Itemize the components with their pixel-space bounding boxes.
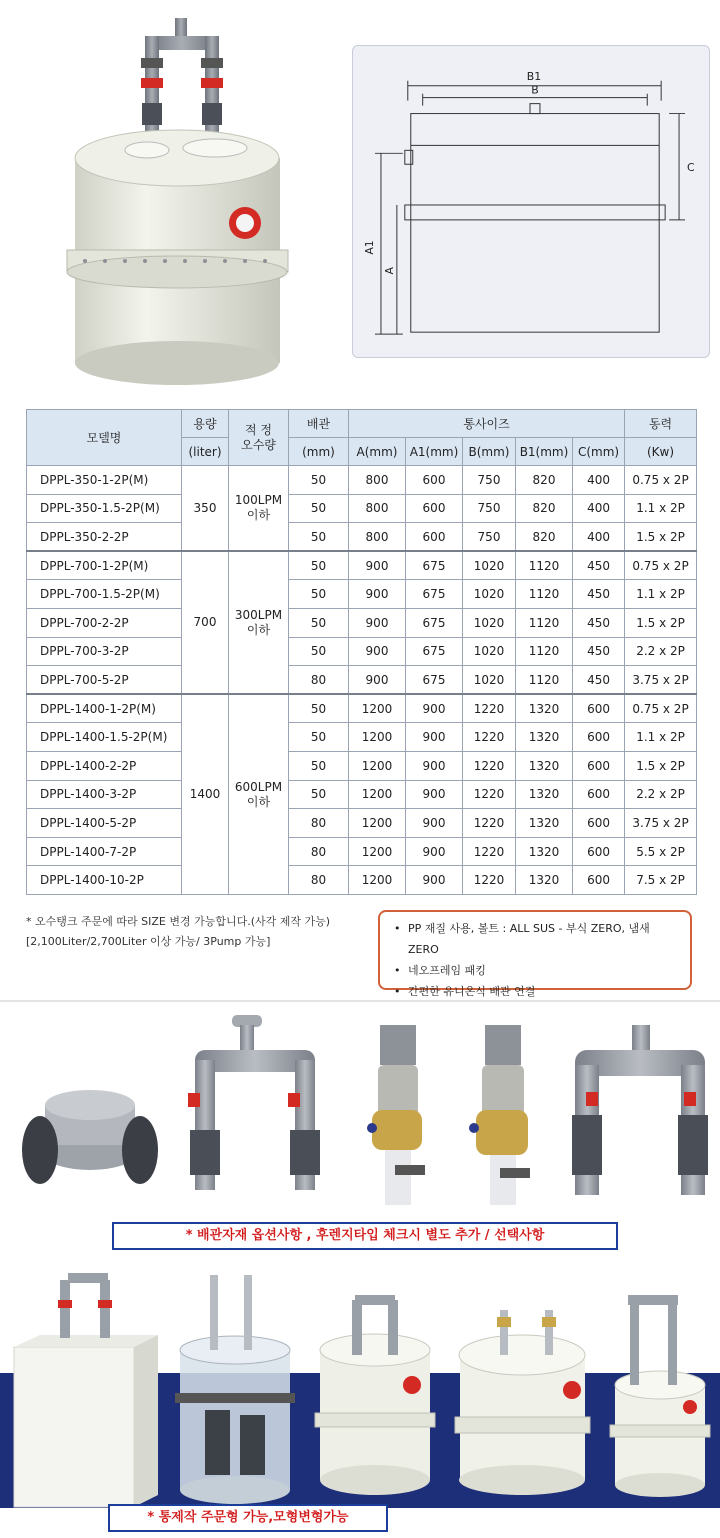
header-capacity: 용량 xyxy=(182,410,229,438)
b1-cell: 820 xyxy=(516,523,573,552)
tank-product-photo xyxy=(55,18,300,393)
pipe-cell: 80 xyxy=(289,837,349,866)
label-b: B xyxy=(531,83,539,97)
pipe-cell: 50 xyxy=(289,466,349,495)
power-cell: 2.2 x 2P xyxy=(625,637,697,666)
table-row xyxy=(27,580,697,609)
a-cell: 900 xyxy=(349,580,406,609)
transparent-tank-photo xyxy=(175,1275,295,1504)
custom-order-caption: * 통제작 주문형 가능,모형변형가능 xyxy=(108,1504,388,1532)
c-cell: 450 xyxy=(573,551,625,580)
c-cell: 400 xyxy=(573,466,625,495)
model-cell: DPPL-350-2-2P xyxy=(27,523,182,552)
c-cell: 450 xyxy=(573,608,625,637)
b1-cell: 1120 xyxy=(516,666,573,695)
a1-cell: 675 xyxy=(406,608,463,637)
a1-cell: 600 xyxy=(406,494,463,523)
pipe-cell: 50 xyxy=(289,694,349,723)
b1-cell: 820 xyxy=(516,466,573,495)
c-cell: 600 xyxy=(573,837,625,866)
c-cell: 600 xyxy=(573,751,625,780)
header-size-group: 통사이즈 xyxy=(349,410,625,438)
header-a1: A1(mm) xyxy=(406,438,463,466)
power-cell: 1.5 x 2P xyxy=(625,608,697,637)
header-capacity-unit: (liter) xyxy=(182,438,229,466)
feature-box xyxy=(378,910,692,998)
header-b1: B1(mm) xyxy=(516,438,573,466)
table-row xyxy=(27,466,697,495)
power-cell: 3.75 x 2P xyxy=(625,809,697,838)
model-cell: DPPL-700-1.5-2P(M) xyxy=(27,580,182,609)
model-cell: DPPL-700-2-2P xyxy=(27,608,182,637)
a-cell: 1200 xyxy=(349,866,406,895)
feature-item: • 네오프레임 패킹 xyxy=(394,960,676,981)
pipe-cell: 50 xyxy=(289,608,349,637)
flow-cell: 100LPM 이하 xyxy=(229,466,289,552)
b1-cell: 820 xyxy=(516,494,573,523)
flow-cell: 600LPM 이하 xyxy=(229,694,289,894)
a-cell: 900 xyxy=(349,608,406,637)
pipe-cell: 50 xyxy=(289,580,349,609)
power-cell: 3.75 x 2P xyxy=(625,666,697,695)
a-cell: 1200 xyxy=(349,780,406,809)
header-pipe-unit: (mm) xyxy=(289,438,349,466)
c-cell: 600 xyxy=(573,866,625,895)
b1-cell: 1120 xyxy=(516,637,573,666)
pipe-cell: 50 xyxy=(289,637,349,666)
ball-valve-photo-1 xyxy=(367,1025,425,1205)
capacity-cell: 350 xyxy=(182,466,229,552)
header-c: C(mm) xyxy=(573,438,625,466)
piping-parts-photos xyxy=(0,1010,720,1215)
table-row xyxy=(27,551,697,580)
table-row xyxy=(27,780,697,809)
c-cell: 450 xyxy=(573,637,625,666)
a-cell: 1200 xyxy=(349,723,406,752)
square-tank-photo xyxy=(14,1273,158,1507)
b1-cell: 1320 xyxy=(516,723,573,752)
model-cell: DPPL-1400-10-2P xyxy=(27,866,182,895)
b-cell: 1220 xyxy=(463,694,516,723)
top-section xyxy=(0,0,720,400)
c-cell: 450 xyxy=(573,666,625,695)
a-cell: 900 xyxy=(349,551,406,580)
a1-cell: 675 xyxy=(406,637,463,666)
b-cell: 750 xyxy=(463,466,516,495)
a1-cell: 900 xyxy=(406,723,463,752)
table-row xyxy=(27,494,697,523)
c-cell: 600 xyxy=(573,723,625,752)
power-cell: 1.5 x 2P xyxy=(625,523,697,552)
b-cell: 1220 xyxy=(463,809,516,838)
c-cell: 600 xyxy=(573,809,625,838)
b1-cell: 1320 xyxy=(516,694,573,723)
pipe-cell: 80 xyxy=(289,666,349,695)
pipe-cell: 80 xyxy=(289,809,349,838)
capacity-cell: 1400 xyxy=(182,694,229,894)
a-cell: 800 xyxy=(349,523,406,552)
power-cell: 1.1 x 2P xyxy=(625,580,697,609)
round-tank-photo-2 xyxy=(455,1310,590,1495)
power-cell: 5.5 x 2P xyxy=(625,837,697,866)
a1-cell: 675 xyxy=(406,666,463,695)
a1-cell: 675 xyxy=(406,580,463,609)
table-row xyxy=(27,666,697,695)
label-b1: B1 xyxy=(526,69,542,83)
b1-cell: 1320 xyxy=(516,780,573,809)
section-divider xyxy=(0,1000,720,1002)
a-cell: 800 xyxy=(349,466,406,495)
header-flow: 적 정 오수량 xyxy=(229,410,289,466)
a1-cell: 900 xyxy=(406,780,463,809)
ball-valve-photo-2 xyxy=(469,1025,530,1205)
b-cell: 1220 xyxy=(463,751,516,780)
table-row xyxy=(27,809,697,838)
c-cell: 600 xyxy=(573,694,625,723)
b1-cell: 1320 xyxy=(516,866,573,895)
a1-cell: 900 xyxy=(406,837,463,866)
c-cell: 450 xyxy=(573,580,625,609)
label-a: A xyxy=(382,267,396,275)
model-cell: DPPL-1400-1.5-2P(M) xyxy=(27,723,182,752)
b-cell: 1220 xyxy=(463,866,516,895)
model-cell: DPPL-1400-1-2P(M) xyxy=(27,694,182,723)
header-power-unit: (Kw) xyxy=(625,438,697,466)
pipe-cell: 80 xyxy=(289,866,349,895)
model-cell: DPPL-1400-5-2P xyxy=(27,809,182,838)
dimension-drawing xyxy=(352,45,710,358)
a-cell: 1200 xyxy=(349,809,406,838)
model-cell: DPPL-700-3-2P xyxy=(27,637,182,666)
a-cell: 900 xyxy=(349,666,406,695)
power-cell: 1.1 x 2P xyxy=(625,494,697,523)
pipe-cell: 50 xyxy=(289,780,349,809)
header-b: B(mm) xyxy=(463,438,516,466)
label-a1: A1 xyxy=(363,240,377,255)
power-cell: 2.2 x 2P xyxy=(625,780,697,809)
pipe-cell: 50 xyxy=(289,523,349,552)
u-pipe-photo-1 xyxy=(188,1015,320,1190)
size-note xyxy=(26,912,330,952)
c-cell: 600 xyxy=(573,780,625,809)
model-cell: DPPL-350-1.5-2P(M) xyxy=(27,494,182,523)
table-row xyxy=(27,608,697,637)
b-cell: 1020 xyxy=(463,580,516,609)
a-cell: 900 xyxy=(349,637,406,666)
u-pipe-photo-2 xyxy=(572,1025,708,1195)
a1-cell: 675 xyxy=(406,551,463,580)
table-row xyxy=(27,523,697,552)
b1-cell: 1320 xyxy=(516,809,573,838)
b-cell: 1220 xyxy=(463,723,516,752)
feature-item: • 간편한 유니온식 배관 연결 xyxy=(394,981,676,1002)
capacity-cell: 700 xyxy=(182,551,229,694)
b1-cell: 1120 xyxy=(516,551,573,580)
table-row xyxy=(27,837,697,866)
b-cell: 1220 xyxy=(463,837,516,866)
check-valve-photo xyxy=(22,1090,158,1184)
a-cell: 1200 xyxy=(349,837,406,866)
model-cell: DPPL-1400-7-2P xyxy=(27,837,182,866)
table-row xyxy=(27,723,697,752)
piping-option-caption: * 배관자재 옵션사항 , 후렌지타입 체크시 별도 추가 / 선택사항 xyxy=(112,1222,618,1250)
a1-cell: 900 xyxy=(406,809,463,838)
model-cell: DPPL-700-5-2P xyxy=(27,666,182,695)
power-cell: 7.5 x 2P xyxy=(625,866,697,895)
power-cell: 1.1 x 2P xyxy=(625,723,697,752)
b-cell: 1020 xyxy=(463,551,516,580)
b-cell: 1020 xyxy=(463,608,516,637)
header-a: A(mm) xyxy=(349,438,406,466)
note-line-2: [2,100Liter/2,700Liter 이상 가능/ 3Pump 가능] xyxy=(26,935,271,948)
header-model: 모델명 xyxy=(27,410,182,466)
spec-table xyxy=(26,409,697,895)
table-row xyxy=(27,637,697,666)
b1-cell: 1120 xyxy=(516,608,573,637)
table-row xyxy=(27,694,697,723)
b1-cell: 1320 xyxy=(516,751,573,780)
table-row xyxy=(27,866,697,895)
model-cell: DPPL-350-1-2P(M) xyxy=(27,466,182,495)
b-cell: 1020 xyxy=(463,637,516,666)
table-row xyxy=(27,751,697,780)
power-cell: 1.5 x 2P xyxy=(625,751,697,780)
a-cell: 1200 xyxy=(349,751,406,780)
a1-cell: 900 xyxy=(406,751,463,780)
spec-table-body xyxy=(27,466,697,895)
b-cell: 1220 xyxy=(463,780,516,809)
b1-cell: 1120 xyxy=(516,580,573,609)
custom-tank-photos xyxy=(0,1265,720,1508)
model-cell: DPPL-1400-2-2P xyxy=(27,751,182,780)
pipe-cell: 50 xyxy=(289,551,349,580)
a1-cell: 900 xyxy=(406,866,463,895)
header-pipe: 배관 xyxy=(289,410,349,438)
flow-cell: 300LPM 이하 xyxy=(229,551,289,694)
label-c: C xyxy=(686,161,695,175)
header-power: 동력 xyxy=(625,410,697,438)
a1-cell: 600 xyxy=(406,466,463,495)
a-cell: 1200 xyxy=(349,694,406,723)
a1-cell: 600 xyxy=(406,523,463,552)
a-cell: 800 xyxy=(349,494,406,523)
model-cell: DPPL-700-1-2P(M) xyxy=(27,551,182,580)
a1-cell: 900 xyxy=(406,694,463,723)
pipe-cell: 50 xyxy=(289,751,349,780)
b-cell: 750 xyxy=(463,523,516,552)
b-cell: 1020 xyxy=(463,666,516,695)
note-line-1: * 오수탱크 주문에 따라 SIZE 변경 가능합니다.(사각 제작 가능) xyxy=(26,915,331,928)
feature-item: • PP 재질 사용, 볼트 : ALL SUS - 부식 ZERO, 냄새 ZERO xyxy=(394,918,676,960)
c-cell: 400 xyxy=(573,523,625,552)
c-cell: 400 xyxy=(573,494,625,523)
power-cell: 0.75 x 2P xyxy=(625,466,697,495)
pipe-cell: 50 xyxy=(289,494,349,523)
round-tank-photo-3 xyxy=(610,1295,710,1497)
model-cell: DPPL-1400-3-2P xyxy=(27,780,182,809)
round-tank-photo-1 xyxy=(315,1295,435,1495)
b-cell: 750 xyxy=(463,494,516,523)
b1-cell: 1320 xyxy=(516,837,573,866)
power-cell: 0.75 x 2P xyxy=(625,551,697,580)
pipe-cell: 50 xyxy=(289,723,349,752)
power-cell: 0.75 x 2P xyxy=(625,694,697,723)
